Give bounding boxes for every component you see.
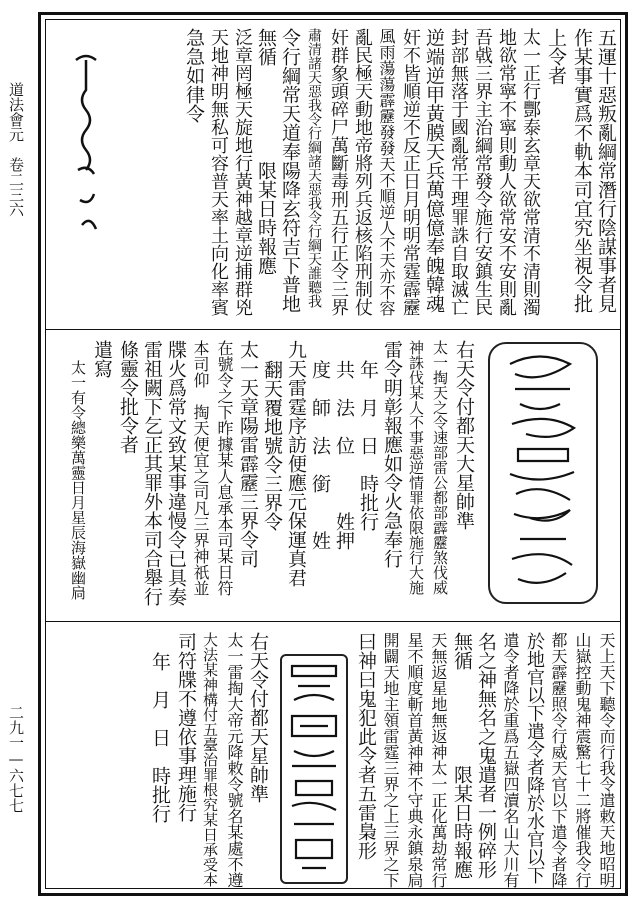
text-column: 右天令付都天星帥準 [247,632,269,803]
text-column: 名之神無名之鬼遣者一例碎形 [475,632,497,879]
text-column: 右天令付都天大星帥準 [453,340,475,530]
text-column: 逆端逆甲黃膜天兵萬億億奉魄韓魂 [423,28,445,313]
talisman-section-2 [46,329,620,618]
talisman-seal [280,654,348,884]
margin-title: 道法會元 卷二三六 [7,82,25,217]
text-column: 年 月 日 時批行 [149,652,171,823]
text-column: 急急如律令 [183,28,205,123]
text-column: 九天雷霆序訪便應元保運真君 [285,340,307,587]
page-inner-frame [45,19,621,889]
text-column: 令行綱常天道奉陽降玄符吉下普地 [279,28,301,313]
talisman-seal [488,342,598,604]
text-column: 神誅伐某人不事惡逆情罪依限施行大施 [407,340,425,595]
talisman-section-3 [46,621,620,888]
talisman-section-1 [46,20,620,325]
text-column: 太一天章陽雷霹靂三界令司 [237,340,259,568]
text-column: 本司仰 掏天便宜之司凡三界神祇並 [191,340,210,596]
text-column: 太一雷掏大帝元降敕令號名某處不遵 [225,632,244,888]
text-column: 奸不皆順逆不反正日月明明常霆霹靂 [400,28,421,316]
text-column: 度 師 法 銜 姓 [309,360,331,550]
text-column: 天上天下聽令而行我令遣敕天地昭明 [597,632,616,888]
text-column: 太一掏天之令速部雷公都部霹靂煞伐威 [431,340,449,595]
text-column: 年 月 日 時批行 [357,360,379,531]
text-column: 在號令之下昨據某人息承本司某日符 [215,340,234,596]
text-column: 太一正行酆泰玄章天欲常清不清則濁 [520,28,541,316]
text-column: 於地官以下遣令者降於水官以下 [524,632,545,884]
text-column: 作某事實爲不軌本司宜究坐視令批 [571,28,593,313]
text-column: 天無返星地無返神太一正化萬劫常行 [429,632,448,888]
text-column: 吾㦸三界主治綱常發令施行安鎮生民 [472,28,493,316]
text-column: 無循 限某日時報應 [255,28,277,275]
text-column: 翻天覆地號令三界令 [261,360,283,531]
text-column: 遣令者降於重爲五嶽四瀆名山大川有 [501,632,520,888]
text-column: 大法某神構付五臺治罪根究某日承受本 [201,632,219,887]
text-column: 風雨蕩蕩霹靂發發天不順逆人不天亦不容 [377,28,396,316]
text-column: 泛章罔極天旋地行黃神越章逆捕群兇 [232,28,253,316]
text-column: 曰神曰鬼犯此令者五雷梟形 [355,632,377,860]
text-column: 都天霹靂照令行威天官以下遣令者降 [549,632,568,888]
text-column: 太一有令總樂萬靈日月星辰海嶽幽扃 [69,360,87,600]
text-column: 無循 限某日時報應 [451,632,473,879]
page-frame [38,12,628,896]
text-column: 星不順度斬首黃神神不守典永鎮泉扃 [405,632,424,888]
text-column: 天地神明無私可容普天率土向化率賓 [208,28,229,316]
text-column: 肅清諸天惡我令行綱諸天惡我令行綱天誰聽我 [306,28,322,308]
margin-page-number: 二九一—六七七 [7,705,25,813]
text-column: 共 法 位 姓押 [333,360,355,550]
text-column: 地欲常寧不寧則動人欲常安不安則亂 [496,28,517,316]
text-column: 開闢天地主領雷霆三界之上三界之下 [381,632,400,888]
text-column: 司符牒不遵依事理施行 [175,632,197,822]
text-column: 雷祖闕下乞正其罪外本司合舉行 [141,340,163,606]
text-column: 上令者 [545,28,567,85]
text-column: 雷令明彰報應如令火急奉行 [381,340,403,568]
text-column: 封部無落于國亂常干理罪誅自取滅亡 [448,28,469,316]
text-column: 條靈令批令者 [117,340,139,454]
text-column: 遣寫 [91,340,113,378]
text-column: 奸群象頭碎尸萬斷毒刑五行正令三界 [328,28,349,316]
text-column: 亂民極天動地帝將列兵返核陷刑制仗 [352,28,373,316]
text-column: 五運十惡叛亂綱常潛行陰謀事者見 [595,28,617,313]
text-column: 牒火爲常文致某事違慢令已具奏 [165,340,187,606]
talisman-script-glyph [66,50,106,250]
text-column: 山嶽控動鬼神震驚七十二將催我令行 [573,632,592,888]
